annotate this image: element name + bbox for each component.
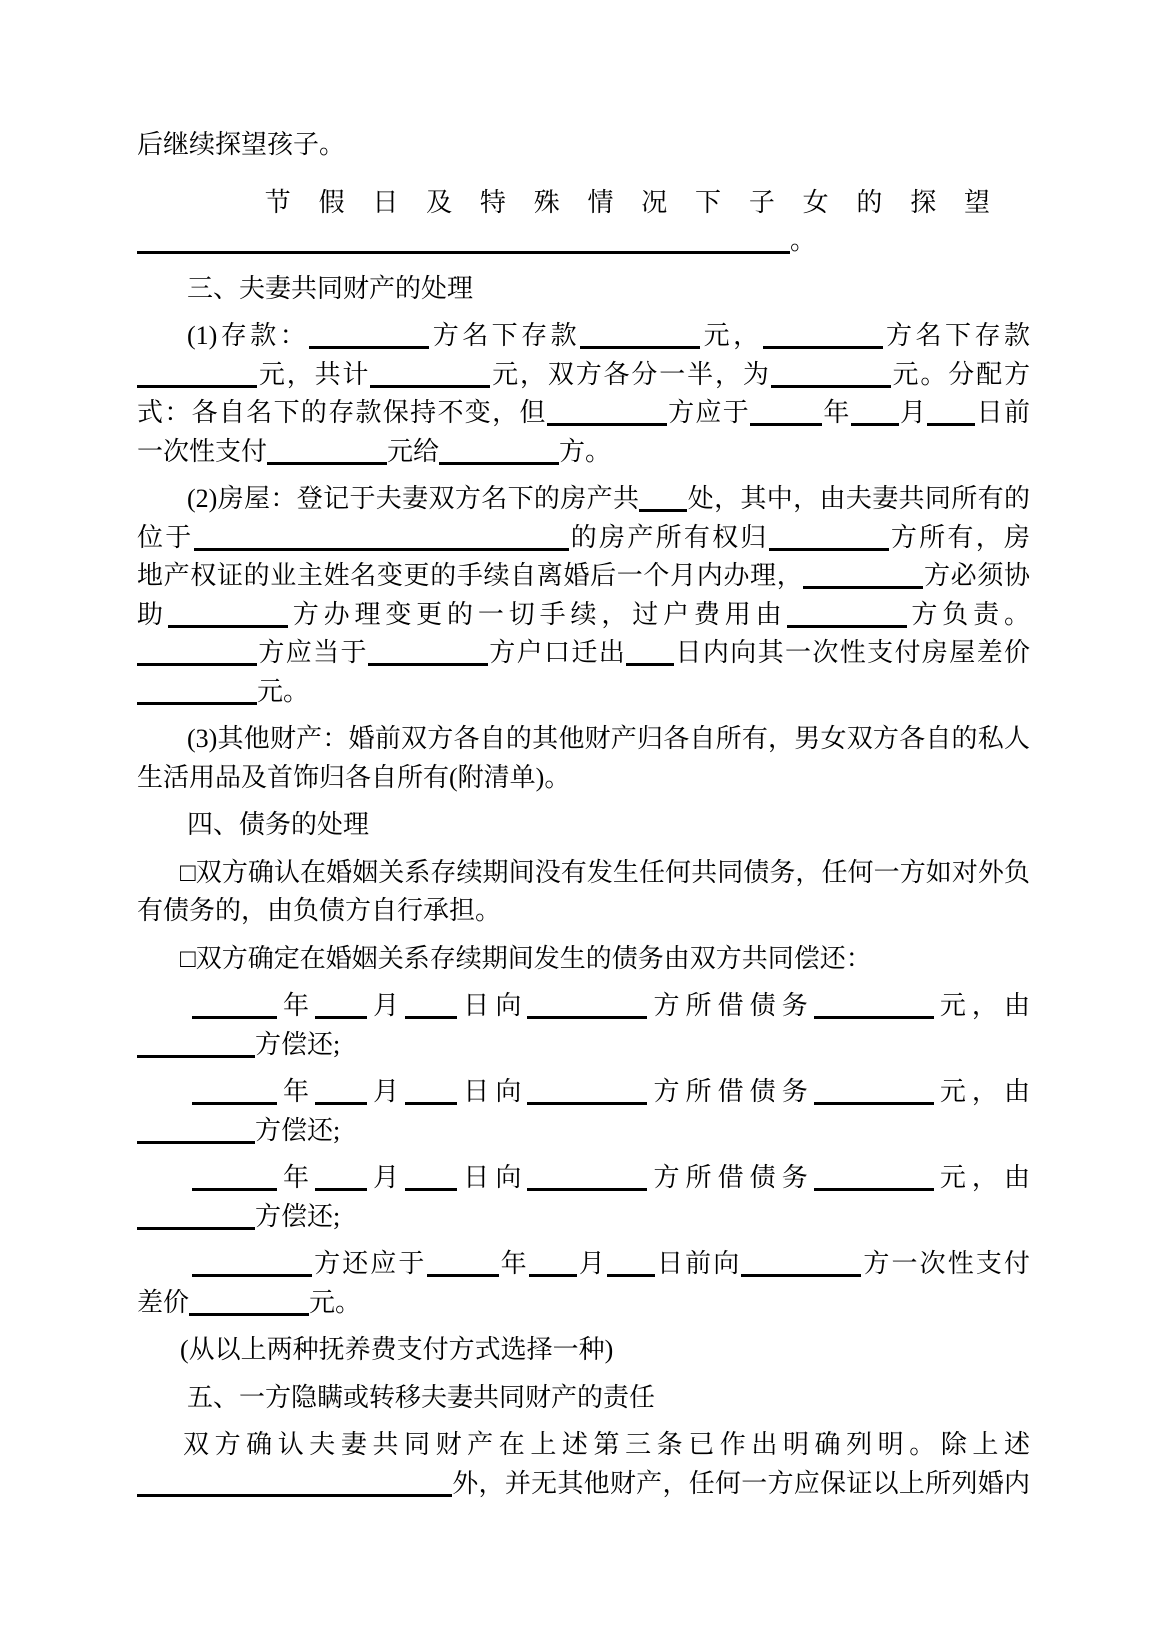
para-no-joint-debt — [137, 854, 1030, 931]
heading-section-3 — [137, 270, 1030, 309]
para-house — [137, 480, 1030, 711]
para-debt-item-1 — [137, 987, 1030, 1064]
blank-field — [315, 1076, 367, 1105]
text-line — [137, 184, 1030, 223]
blank-field — [439, 436, 559, 465]
text-run: 方偿还; — [255, 1115, 341, 1145]
blank-field — [137, 676, 257, 705]
text-line — [137, 596, 1030, 635]
heading-section-5 — [137, 1379, 1030, 1418]
para-debt-item-2 — [137, 1073, 1030, 1150]
blank-field — [267, 436, 387, 465]
text-run: 元，双方各分一半，为 — [490, 359, 771, 389]
blank-field — [192, 990, 277, 1019]
blank-field — [137, 637, 257, 666]
para-debt-item-3 — [137, 1159, 1030, 1236]
blank-field — [427, 1248, 499, 1277]
text-run: 的房产所有权归 — [568, 522, 769, 552]
text-run: 元。 — [257, 676, 310, 706]
text-line — [137, 1198, 1030, 1237]
text-line — [137, 222, 1030, 261]
blank-field — [607, 1248, 655, 1277]
text-run: 元，由 — [933, 991, 1030, 1020]
para-continuation — [137, 126, 1030, 165]
text-run: 日前 — [975, 398, 1030, 427]
blank-field — [405, 1162, 457, 1191]
text-line — [137, 892, 1030, 931]
blank-field — [137, 225, 790, 254]
text-line — [137, 1331, 1030, 1370]
text-line — [137, 126, 1030, 165]
text-run: 日向 — [457, 1077, 528, 1106]
text-run: 方还应于 — [312, 1249, 427, 1278]
text-line — [137, 317, 1030, 356]
text-run: 元。分配方 — [890, 359, 1030, 389]
blank-field — [814, 1076, 934, 1105]
blank-field — [309, 320, 429, 349]
text-run: 四、债务的处理 — [187, 810, 370, 839]
blank-field — [851, 397, 899, 426]
blank-field — [137, 1115, 255, 1144]
blank-field — [368, 637, 488, 666]
text-run: 。 — [790, 226, 817, 255]
blank-field — [370, 359, 490, 388]
heading-section-4 — [137, 806, 1030, 845]
blank-field — [527, 990, 647, 1019]
text-line — [137, 1245, 1030, 1284]
text-run: 外，并无其他财产，任何一方应保证以上所列婚内 — [452, 1468, 1030, 1498]
text-line — [137, 673, 1030, 712]
text-run: 地产权证的业主姓名变更的手续自离婚后一个月内办理， — [137, 561, 804, 590]
text-line — [137, 519, 1030, 558]
text-run: 元，由 — [933, 1163, 1030, 1192]
blank-field — [547, 397, 667, 426]
text-run: 差价 — [137, 1287, 190, 1317]
text-run: 后继续探望孩子。 — [137, 130, 346, 159]
text-run: □双方确定在婚姻关系存续期间发生的债务由双方共同偿还： — [180, 943, 872, 973]
text-run: 月 — [367, 1163, 406, 1192]
blank-field — [137, 1201, 255, 1230]
blank-field — [315, 990, 367, 1019]
text-run: 处，其中，由夫妻共同所有的 — [687, 484, 1030, 513]
blank-field — [405, 1076, 457, 1105]
blank-field — [529, 1248, 577, 1277]
text-run: (从以上两种抚养费支付方式选择一种) — [180, 1335, 614, 1364]
text-run: 方所借债务 — [647, 991, 814, 1020]
text-line — [137, 1379, 1030, 1418]
blank-field — [189, 1287, 309, 1316]
text-run: 年 — [822, 398, 851, 427]
text-run: 日前向 — [654, 1249, 742, 1278]
text-line — [137, 1112, 1030, 1151]
blank-field — [771, 359, 891, 388]
blank-field — [769, 522, 889, 551]
text-run: 方所借债务 — [647, 1163, 814, 1192]
text-run: 方偿还; — [255, 1201, 341, 1231]
blank-field — [787, 599, 907, 628]
text-line — [137, 433, 1030, 472]
text-run: 月 — [576, 1249, 607, 1278]
text-run: 三、夫妻共同财产的处理 — [187, 273, 474, 303]
blank-field — [527, 1076, 647, 1105]
text-run: 日向 — [457, 1163, 528, 1192]
text-run: 元，由 — [933, 1077, 1030, 1106]
text-run: 方负责。 — [906, 599, 1030, 629]
blank-field — [741, 1248, 861, 1277]
text-run: 元， — [700, 321, 763, 350]
text-line — [137, 356, 1030, 395]
text-line — [137, 394, 1030, 433]
blank-field — [750, 397, 822, 426]
text-run: 方必须协 — [923, 561, 1030, 590]
para-property-confirmation — [137, 1426, 1030, 1503]
text-line — [137, 1073, 1030, 1112]
text-run: 生活用品及首饰归各自所有(附清单)。 — [137, 762, 571, 792]
para-other-property — [137, 720, 1030, 797]
text-run: 月 — [367, 991, 406, 1020]
blank-field — [192, 1248, 312, 1277]
text-run: 有债务的，由负债方自行承担。 — [137, 896, 502, 925]
text-run: 元。 — [309, 1287, 362, 1317]
text-run: 式：各自名下的存款保持不变，但 — [137, 398, 547, 427]
text-run: 一次性支付 — [137, 436, 268, 466]
text-run: 方所有，房 — [888, 522, 1030, 552]
text-run: 日内向其一次性支付房屋差价 — [674, 638, 1030, 667]
text-line — [137, 557, 1030, 596]
para-holiday-visitation — [137, 184, 1030, 261]
blank-field — [814, 990, 934, 1019]
text-line — [137, 270, 1030, 309]
text-line — [137, 759, 1030, 798]
text-run: 年 — [277, 991, 316, 1020]
text-line — [137, 940, 1030, 979]
text-line — [137, 720, 1030, 759]
text-run: 方办理变更的一切手续，过户费用由 — [287, 599, 787, 629]
text-run: 方应当于 — [257, 638, 368, 667]
text-run: 年 — [277, 1077, 316, 1106]
text-run: 方名下存款 — [882, 321, 1030, 350]
text-run: 方所借债务 — [647, 1077, 814, 1106]
text-run: 方名下存款 — [429, 321, 581, 350]
text-run: 年 — [498, 1249, 529, 1278]
text-line — [137, 1426, 1030, 1465]
text-run: 年 — [277, 1163, 316, 1192]
blank-field — [927, 397, 975, 426]
text-run: 方户口迁出 — [487, 638, 627, 667]
blank-field — [192, 1162, 277, 1191]
blank-field — [194, 522, 569, 551]
text-run: 月 — [898, 398, 928, 427]
para-joint-debt — [137, 940, 1030, 979]
blank-field — [803, 560, 923, 589]
blank-field — [192, 1076, 277, 1105]
text-run: (2)房屋：登记于夫妻双方名下的房产共 — [187, 484, 640, 513]
text-run: 方应于 — [666, 398, 751, 427]
blank-field — [137, 359, 257, 388]
para-deposits — [137, 317, 1030, 471]
text-run: 双方确认夫妻共同财产在上述第三条已作出明确列明。除上述 — [183, 1430, 1030, 1459]
blank-field — [814, 1162, 934, 1191]
text-line — [137, 1026, 1030, 1065]
para-note-choose-method — [137, 1331, 1030, 1370]
text-run: 元，共计 — [257, 359, 371, 389]
text-run: 方。 — [559, 436, 612, 466]
text-line — [137, 480, 1030, 519]
text-line — [137, 634, 1030, 673]
blank-field — [763, 320, 883, 349]
blank-field — [168, 599, 288, 628]
blank-field — [639, 483, 687, 512]
text-run: (3)其他财产：婚前双方各自的其他财产归各自所有，男女双方各自的私人 — [187, 724, 1030, 753]
blank-field — [315, 1162, 367, 1191]
indent-spacer — [137, 210, 237, 211]
text-line — [137, 987, 1030, 1026]
text-run: 方一次性支付 — [861, 1249, 1030, 1278]
blank-field — [137, 1468, 452, 1497]
text-line — [137, 1465, 1030, 1504]
text-run: 助 — [137, 599, 168, 629]
text-run: 日向 — [457, 991, 528, 1020]
text-run: (1)存款： — [187, 321, 310, 350]
text-run: 节假日及特殊情况下子女的探望 — [237, 187, 990, 217]
text-line — [137, 806, 1030, 845]
blank-field — [580, 320, 700, 349]
text-run: 月 — [367, 1077, 406, 1106]
text-line — [137, 854, 1030, 893]
blank-field — [626, 637, 674, 666]
text-run: 五、一方隐瞒或转移夫妻共同财产的责任 — [187, 1382, 656, 1412]
text-run: 位于 — [137, 522, 194, 552]
text-line — [137, 1159, 1030, 1198]
blank-field — [405, 990, 457, 1019]
para-price-difference — [137, 1245, 1030, 1322]
text-run: 方偿还; — [255, 1029, 341, 1059]
text-run: □双方确认在婚姻关系存续期间没有发生任何共同债务，任何一方如对外负 — [180, 857, 1030, 887]
text-run: 元给 — [387, 436, 440, 466]
text-line — [137, 1284, 1030, 1323]
blank-field — [137, 1029, 255, 1058]
blank-field — [527, 1162, 647, 1191]
